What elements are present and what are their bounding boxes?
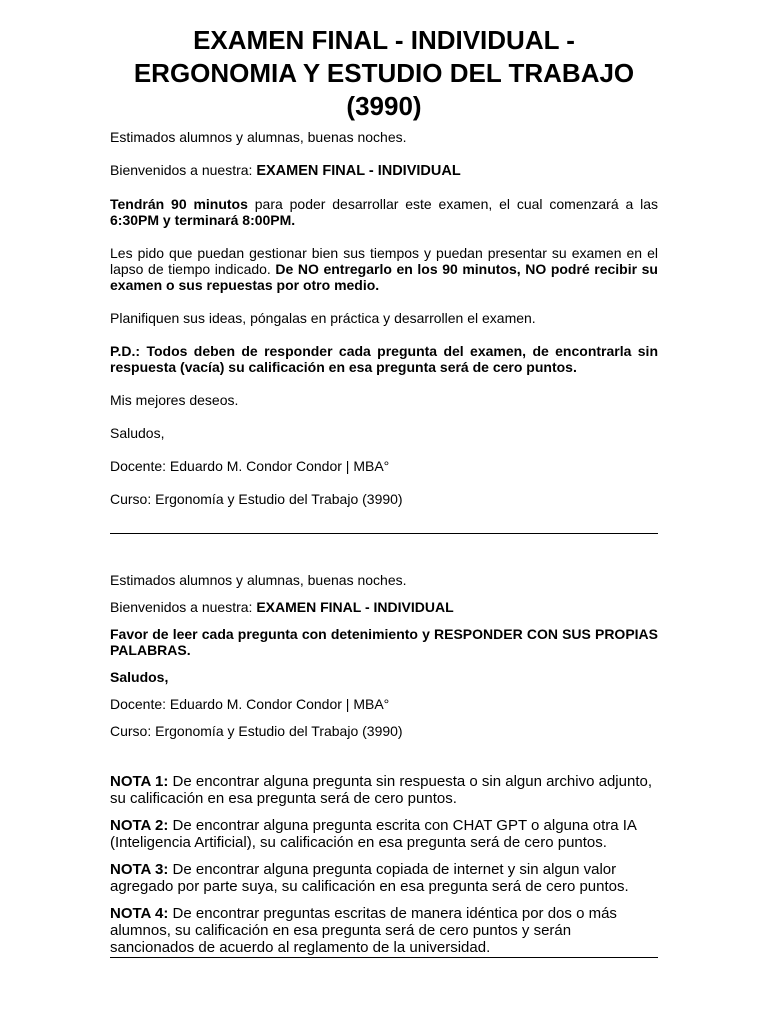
note-2: NOTA 2: De encontrar alguna pregunta escrita con CHAT GPT o alguna otra IA (Inteligencia Artificial), su calificación en esa pregunta será de cero puntos. [110,817,637,851]
note-1: NOTA 1: De encontrar alguna pregunta sin respuesta o sin algun archivo adjunto, su calificación en esa pregunta será de cero puntos. [110,773,652,807]
regards: Saludos, [110,425,165,441]
teacher-2: Docente: Eduardo M. Condor Condor | MBA° [110,696,390,712]
section-first-message [110,129,658,507]
title-line-2: ERGONOMIA Y ESTUDIO DEL TRABAJO [133,58,635,88]
title-line-1: EXAMEN FINAL - INDIVIDUAL - [193,25,575,55]
bottom-divider [110,957,658,958]
wishes: Mis mejores deseos. [110,392,239,408]
regards-2: Saludos, [110,669,169,685]
divider [110,533,658,534]
note-3: NOTA 3: De encontrar alguna pregunta copiada de internet y sin algun valor agregado por parte suya, su calificación en esa pregunta será de cero puntos. [110,861,629,895]
pd-paragraph: P.D.: Todos deben de responder cada pregunta del examen, de encontrarla sin respuesta (vacía) su calificación en esa pregunta será de cero puntos. [110,343,658,375]
section-second-message [110,572,658,739]
time-paragraph: Tendrán 90 minutos para poder desarrollar este examen, el cual comenzará a las 6:30PM y terminará 8:00PM. [110,196,658,228]
course: Curso: Ergonomía y Estudio del Trabajo (3990) [110,491,403,507]
course-2: Curso: Ergonomía y Estudio del Trabajo (3990) [110,723,403,739]
note-4: NOTA 4: De encontrar preguntas escritas de manera idéntica por dos o más alumnos, su calificación en esa pregunta será de cero puntos y serán sancionados de acuerdo al reglamento de la universidad. [110,905,617,956]
plan-paragraph: Planifiquen sus ideas, póngalas en práctica y desarrollen el examen. [110,310,536,326]
exam-name-2: EXAMEN FINAL - INDIVIDUAL [256,599,454,615]
page-title [70,24,698,123]
teacher: Docente: Eduardo M. Condor Condor | MBA° [110,458,390,474]
greeting: Estimados alumnos y alumnas, buenas noches. [110,129,407,145]
instruction: Favor de leer cada pregunta con detenimiento y RESPONDER CON SUS PROPIAS PALABRAS. [110,626,658,658]
notes-list [110,773,658,956]
document-page [110,24,658,958]
welcome-line-2: Bienvenidos a nuestra: EXAMEN FINAL - INDIVIDUAL [110,599,454,615]
time-management-paragraph: Les pido que puedan gestionar bien sus tiempos y puedan presentar su examen en el lapso de tiempo indicado. De NO entregarlo en los 90 minutos, NO podré recibir su examen o sus repuestas por otro medio. [110,245,658,293]
welcome-line: Bienvenidos a nuestra: EXAMEN FINAL - INDIVIDUAL [110,162,461,179]
greeting-2: Estimados alumnos y alumnas, buenas noches. [110,572,407,588]
exam-name: EXAMEN FINAL - INDIVIDUAL [256,163,461,179]
title-line-3: (3990) [346,91,422,121]
